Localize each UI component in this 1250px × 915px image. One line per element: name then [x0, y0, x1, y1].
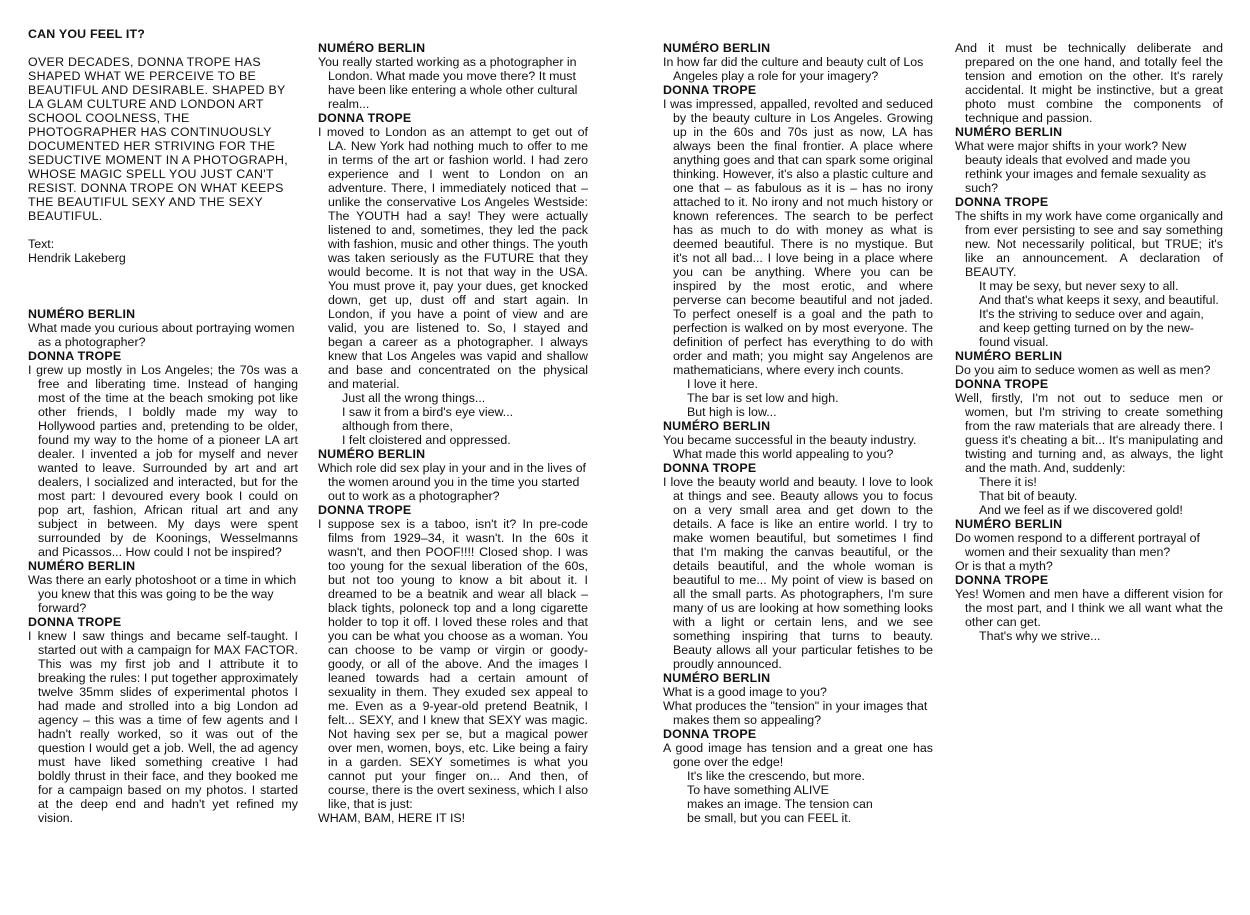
- interview-block: [955, 41, 1223, 643]
- speaker-interviewer: NUMÉRO BERLIN: [318, 447, 426, 461]
- answer-continued: And it must be technically deliberate and prepared on the one hand, and totally feel the tension and emotion on the other. It's rarely accidental. It might be instinctive, but a great photo must combine the components of technique and passion.: [955, 41, 1223, 125]
- article-lead: OVER DECADES, DONNA TROPE HAS SHAPED WHAT WE PERCEIVE TO BE BEAUTIFUL AND DESIRABLE. SHAPED BY LA GLAM CULTURE AND LONDON ART SCHOOL COOLNESS, THE PHOTOGRAPHER HAS CONTINUOUSLY DOCUMENTED HER STRIVING FOR THE SEDUCTIVE MOMENT IN A PHOTOGRAPH, WHOSE MAGIC SPELL YOU JUST CAN'T RESIST. DONNA TROPE ON WHAT KEEPS THE BEAUTIFUL SEXY AND THE SEXY BEAUTIFUL.: [28, 55, 289, 223]
- answer-text: A good image has tension and a great one has gone over the edge!: [663, 741, 933, 769]
- question-text: What made you curious about portraying women as a photographer?: [28, 321, 295, 349]
- answer-text: I knew I saw things and became self-taught. I started out with a campaign for MAX FACTOR. This was my first job and I attribute it to breaking the rules: I put together approximately twelve 35mm slides of experimental photos I had made and strolled into a big London ad agency – this was a time of few agents and I hadn't really worked, so it was out of the question I would get a job. Well, the ad agency must have liked something creative I had boldly thrust in their face, and they booked me for a campaign based on my photos. I started at the deep end and hadn't yet refined my vision.: [28, 629, 298, 825]
- speaker-interviewee: DONNA TROPE: [663, 727, 757, 741]
- speaker-interviewee: DONNA TROPE: [955, 377, 1049, 391]
- answer-line: Just all the wrong things...: [342, 391, 486, 405]
- speaker-interviewer: NUMÉRO BERLIN: [663, 41, 771, 55]
- answer-text: I suppose sex is a taboo, isn't it? In pre-code films from 1929–34, it wasn't. In the 60s it wasn't, and then POOF!!!! Closed shop. I was too young for the sexual liberation of the 60s, but not too young to know a bit about it. I dreamed to be a beatnik and wear all black – black tights, poloneck top and a long cigarette holder to top it off. I loved these roles and that you can be what you choose as a woman. You can choose to be vamp or virgin or goody-goody, or all of the above. And the images I leaned towards had a certain amount of sexuality in them. They exuded sex appeal to me. Even as a 9-year-old pretend Beatnik, I felt... SEXY, and I knew that SEXY was magic. Not having sex per se, but a magical power over men, women, boys, etc. Like being a fairy in a garden. SEXY sometimes is what you cannot put your finger on... And then, of course, there is the overt sexiness, which I also like, that is just:: [318, 517, 588, 811]
- answer-text: I love the beauty world and beauty. I love to look at things and see. Beauty allows you to focus on a very small area and get down to the details. A face is like an entire world. I try to make women beautiful, but sometimes I find that I'm making the canvas beautiful, or the details beautiful, and the whole woman is beautiful to me... My point of view is based on all the small parts. As photographers, I'm sure many of us are looking at how something looks with a light or certain lens, and we see something inspiring that turns to beauty. Beauty allows all your particular fetishes to be proudly announced.: [663, 475, 933, 671]
- speaker-interviewee: DONNA TROPE: [663, 83, 757, 97]
- speaker-interviewee: DONNA TROPE: [955, 573, 1049, 587]
- question-text: What produces the "tension" in your images that makes them so appealing?: [663, 699, 928, 727]
- speaker-interviewee: DONNA TROPE: [318, 503, 412, 517]
- speaker-interviewer: NUMÉRO BERLIN: [663, 419, 771, 433]
- question-text: Which role did sex play in your and in the lives of the women around you in the time you started out to work as a photographer?: [318, 461, 586, 503]
- answer-line: And we feel as if we discovered gold!: [979, 503, 1183, 517]
- speaker-interviewee: DONNA TROPE: [28, 349, 122, 363]
- question-text: You became successful in the beauty industry. What made this world appealing to you?: [663, 433, 917, 461]
- question-text: What were major shifts in your work? New beauty ideals that evolved and made you rethink your images and female sexuality as such?: [955, 139, 1207, 195]
- interview-block: [28, 307, 298, 825]
- speaker-interviewer: NUMÉRO BERLIN: [663, 671, 771, 685]
- interview-block: [318, 41, 588, 825]
- answer-line: The bar is set low and high.: [687, 391, 839, 405]
- column-1: [28, 27, 298, 825]
- answer-line: There it is!: [979, 475, 1037, 489]
- question-text: You really started working as a photographer in London. What made you move there? It must have been like entering a whole other cultural realm...: [318, 55, 578, 111]
- answer-line: be small, but you can FEEL it.: [687, 811, 852, 825]
- answer-line: I love it here.: [687, 377, 758, 391]
- speaker-interviewer: NUMÉRO BERLIN: [955, 349, 1063, 363]
- speaker-interviewer: NUMÉRO BERLIN: [28, 559, 136, 573]
- question-text: What is a good image to you?: [663, 685, 827, 699]
- credit-name: Hendrik Lakeberg: [28, 251, 126, 265]
- answer-text: I grew up mostly in Los Angeles; the 70s was a free and liberating time. Instead of hanging most of the time at the beach smoking pot like other friends, I boldly made my way to Hollywood parties and, pretending to be older, found my way to the home of a pioneer LA art dealer. I invented a job for myself and never wanted to leave. Surrounded by art and art dealers, I socialized and interacted, but for the most part: I devoured every book I could on pop art, fashion, African ritual art and any subject in between. My days were spent surrounded by de Koonings, Wesselmanns and Picassos... How could I not be inspired?: [28, 363, 298, 559]
- answer-line: It's like the crescendo, but more.: [687, 769, 865, 783]
- answer-text: I was impressed, appalled, revolted and seduced by the beauty culture in Los Angeles. Growing up in the 60s and 70s just as now, LA has always been the final frontier. A place where anything goes and that can spark some original thinking. However, it's also a plastic culture and one that – as fabulous as it is – has no irony attached to it. No irony and not much history or known references. The search to be perfect has as much to do with money as what is deemed beautiful. There is no mystique. But it's not all bad... I love being in a place where you can be anything. Where you can be inspired by the most erotic, and where perverse can become beautiful and not jaded. To perfect oneself is a goal and the path to perfection is walked on by most everyone. The definition of perfect has everything to do with order and math; you might say Angelenos are mathematicians, where every inch counts.: [663, 97, 933, 377]
- answer-text: Well, firstly, I'm not out to seduce men or women, but I'm striving to create something from the raw materials that are already there. I guess it's cheating a bit... It's manipulating and twisting and turning and, as always, the light and the math. And, suddenly:: [955, 391, 1223, 475]
- speaker-interviewee: DONNA TROPE: [955, 195, 1049, 209]
- answer-line: It may be sexy, but never sexy to all.: [979, 279, 1179, 293]
- column-3: [663, 41, 933, 825]
- answer-tail: WHAM, BAM, HERE IT IS!: [318, 811, 466, 825]
- answer-text: The shifts in my work have come organically and from ever persisting to see and say something new. Not necessarily political, but TRUE; it's like an announcement. A declaration of BEAUTY.: [955, 209, 1223, 279]
- answer-line: I saw it from a bird's eye view...: [342, 405, 514, 419]
- speaker-interviewee: DONNA TROPE: [663, 461, 757, 475]
- answer-text: I moved to London as an attempt to get out of LA. New York had nothing much to offer to me in terms of the art or fashion world. I had zero experience and I went to London on an adventure. There, I immediately noticed that – unlike the conservative Los Angeles Westside: The YOUTH had a say! They were actually listened to and, sometimes, they led the pack with fashion, music and other things. The youth was taken seriously as the FUTURE that they would become. It is not that way in the USA. You must prove it, pay your dues, get knocked down, get up, dust off and start again. In London, if you have a point of view and are valid, you are listened to. So, I stayed and began a career as a photographer. I always knew that Los Angeles was vapid and shallow and base and concentrated on the physical and material.: [318, 125, 588, 391]
- question-text: In how far did the culture and beauty cult of Los Angeles play a role for your imagery?: [663, 55, 924, 83]
- speaker-interviewer: NUMÉRO BERLIN: [28, 307, 136, 321]
- speaker-interviewer: NUMÉRO BERLIN: [955, 125, 1063, 139]
- question-text: Was there an early photoshoot or a time in which you knew that this was going to be the way forward?: [28, 573, 297, 615]
- speaker-interviewer: NUMÉRO BERLIN: [955, 517, 1063, 531]
- question-text: Do women respond to a different portrayal of women and their sexuality than men?: [955, 531, 1200, 559]
- answer-line: To have something ALIVE: [687, 783, 829, 797]
- speaker-interviewee: DONNA TROPE: [28, 615, 122, 629]
- answer-line: I felt cloistered and oppressed.: [342, 433, 511, 447]
- answer-line: But high is low...: [687, 405, 777, 419]
- speaker-interviewer: NUMÉRO BERLIN: [318, 41, 426, 55]
- answer-line: makes an image. The tension can: [687, 797, 873, 811]
- credit-label: Text:: [28, 237, 55, 251]
- interview-block: [663, 41, 933, 825]
- answer-text: Yes! Women and men have a different vision for the most part, and I think we all want what the other can get.: [955, 587, 1223, 629]
- answer-line: And that's what keeps it sexy, and beautiful. It's the striving to seduce over and again, and keep getting turned on by the new-found visual.: [979, 293, 1219, 349]
- answer-line: That's why we strive...: [979, 629, 1101, 643]
- column-4: [955, 41, 1223, 643]
- article-title: CAN YOU FEEL IT?: [28, 27, 146, 41]
- column-2: [318, 41, 588, 825]
- question-text: Do you aim to seduce women as well as men?: [955, 363, 1211, 377]
- answer-line: That bit of beauty.: [979, 489, 1078, 503]
- speaker-interviewee: DONNA TROPE: [318, 111, 412, 125]
- answer-line: although from there,: [342, 419, 453, 433]
- question-text: Or is that a myth?: [955, 559, 1053, 573]
- credit: [28, 237, 298, 265]
